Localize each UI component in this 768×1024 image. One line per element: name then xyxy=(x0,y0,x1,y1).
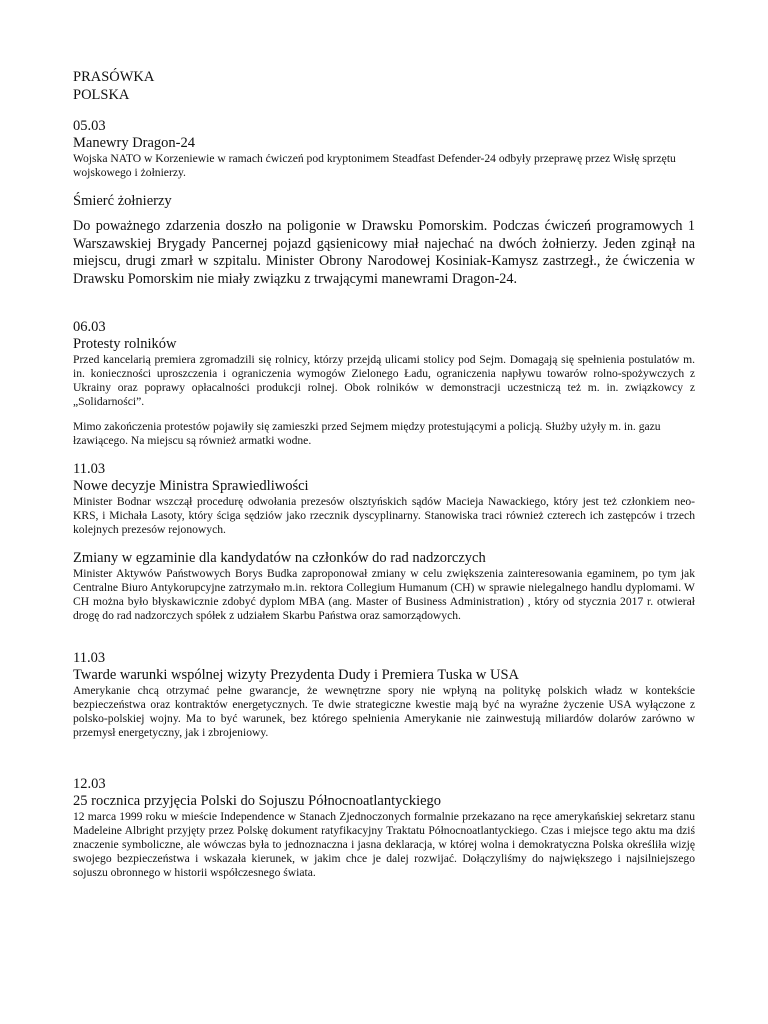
news-title: Protesty rolników xyxy=(73,336,177,352)
news-title: Manewry Dragon-24 xyxy=(73,135,196,151)
news-title: 25 rocznica przyjęcia Polski do Sojuszu Północnoatlantyckiego xyxy=(73,793,442,809)
news-note: Mimo zakończenia protestów pojawiły się zamieszki przed Sejmem między protestującymi a policją. Służby użyły m. in. gazu łzawiącego. Na miejscu są również armatki wodne. xyxy=(73,420,661,447)
news-item-nato xyxy=(73,776,695,880)
news-subtitle: Zmiany w egzaminie dla kandydatów na członków do rad nadzorczych xyxy=(73,550,486,566)
news-title: Twarde warunki wspólnej wizyty Prezydenta Dudy i Premiera Tuska w USA xyxy=(73,667,519,683)
news-body: 12 marca 1999 roku w mieście Independence w Stanach Zjednoczonych formalnie przekazano na ręce amerykańskiej sekretarz stanu Madeleine Albright przyjęty przez Polskę dokument ratyfikacyjny Traktatu Północnoatlantyckiego. Czas i miejsce tego aktu ma dziś znaczenie symboliczne, ale wówczas była to jednoznaczna i jasna deklaracja, w której wolna i demokratyczna Polska określiła wizję swojego bezpieczeństwa i wskazała kierunek, w jakim chce je dalej rozwijać. Dołączyliśmy do największego i najsilniejszego sojuszu obronnego w historii współczesnego świata. xyxy=(73,810,695,879)
news-date: 05.03 xyxy=(73,118,106,134)
header-line-2: POLSKA xyxy=(73,87,130,103)
news-item-justice xyxy=(73,461,695,537)
news-date: 11.03 xyxy=(73,461,106,477)
header-line-1: PRASÓWKA xyxy=(73,69,155,85)
news-item-farmers xyxy=(73,319,695,448)
news-item-dragon xyxy=(73,118,695,180)
news-subitem-boards xyxy=(73,550,695,623)
news-title: Nowe decyzje Ministra Sprawiedliwości xyxy=(73,478,309,494)
news-body: Przed kancelarią premiera zgromadzili się rolnicy, którzy przejdą ulicami stolicy pod Sejm. Domagają się spełnienia postulatów m. in. konieczności uproszczenia i ograniczenia wymogów Zielonego Ładu, ograniczenia napływu towarów rolno-spożywczych z Ukrainy oraz poprawy opłacalności produkcji rolnej. Obok rolników w demonstracji uczestniczą też m. in. związkowcy z „Solidarności”. xyxy=(73,353,695,408)
document-page xyxy=(73,68,695,880)
news-body: Amerykanie chcą otrzymać pełne gwarancje, że wewnętrzne spory nie wpłyną na politykę polskich władz w kontekście bezpieczeństwa oraz kontraktów energetycznych. Te dwie strategiczne kwestie mają być na wyraźne życzenie USA wyłączone z polsko-polskiej wojny. Ma to być warunek, bez którego spełnienia Amerykanie nie zainwestują miliardów dolarów zarówno w przemysł energetyczny, jak i zbrojeniowy. xyxy=(73,684,695,739)
document-header xyxy=(73,68,695,104)
news-date: 06.03 xyxy=(73,319,106,335)
news-subbody: Minister Aktywów Państwowych Borys Budka zaproponował zmiany w celu zwiększenia zainteresowania egaminem, po tym jak Centralne Biuro Antykorupcyjne zatrzymało m.in. rektora Collegium Humanum (CH) w sprawie nielegalnego handlu dyplomami. W CH można było błyskawicznie zdobyć dyplom MBA (ang. Master of Business Administration) , który od stycznia 2017 r. otwierał drogę do rad nadzorczych spółek z udziałem Skarbu Państwa oraz samorządowych. xyxy=(73,567,695,622)
news-date: 12.03 xyxy=(73,776,106,792)
news-subbody: Do poważnego zdarzenia doszło na poligonie w Drawsku Pomorskim. Podczas ćwiczeń programowych 1 Warszawskiej Brygady Pancernej pojazd gąsienicowy miał najechać na dwóch żołnierzy. Jeden zginął na miejscu, drugi zmarł w szpitalu. Minister Obrony Narodowej Kosiniak-Kamysz zastrzegł., że ćwiczenia w Drawsku Pomorskim nie miały związku z trwającymi manewrami Dragon-24. xyxy=(73,218,695,287)
news-item-usa-visit xyxy=(73,650,695,740)
news-subitem-soldiers xyxy=(73,193,695,288)
news-body: Wojska NATO w Korzeniewie w ramach ćwiczeń pod kryptonimem Steadfast Defender-24 odbyły przeprawę przez Wisłę sprzętu wojskowego i żołnierzy. xyxy=(73,152,676,179)
news-date: 11.03 xyxy=(73,650,106,666)
news-body: Minister Bodnar wszczął procedurę odwołania prezesów olsztyńskich sądów Macieja Nawackiego, który jest też członkiem neo-KRS, i Michała Lasoty, który ściga sędziów jako rzecznik dyscyplinarny. Stanowiska traci również czterech ich zastępców i trzech kolejnych prezesów rejonowych. xyxy=(73,495,695,536)
news-subtitle: Śmierć żołnierzy xyxy=(73,193,172,209)
